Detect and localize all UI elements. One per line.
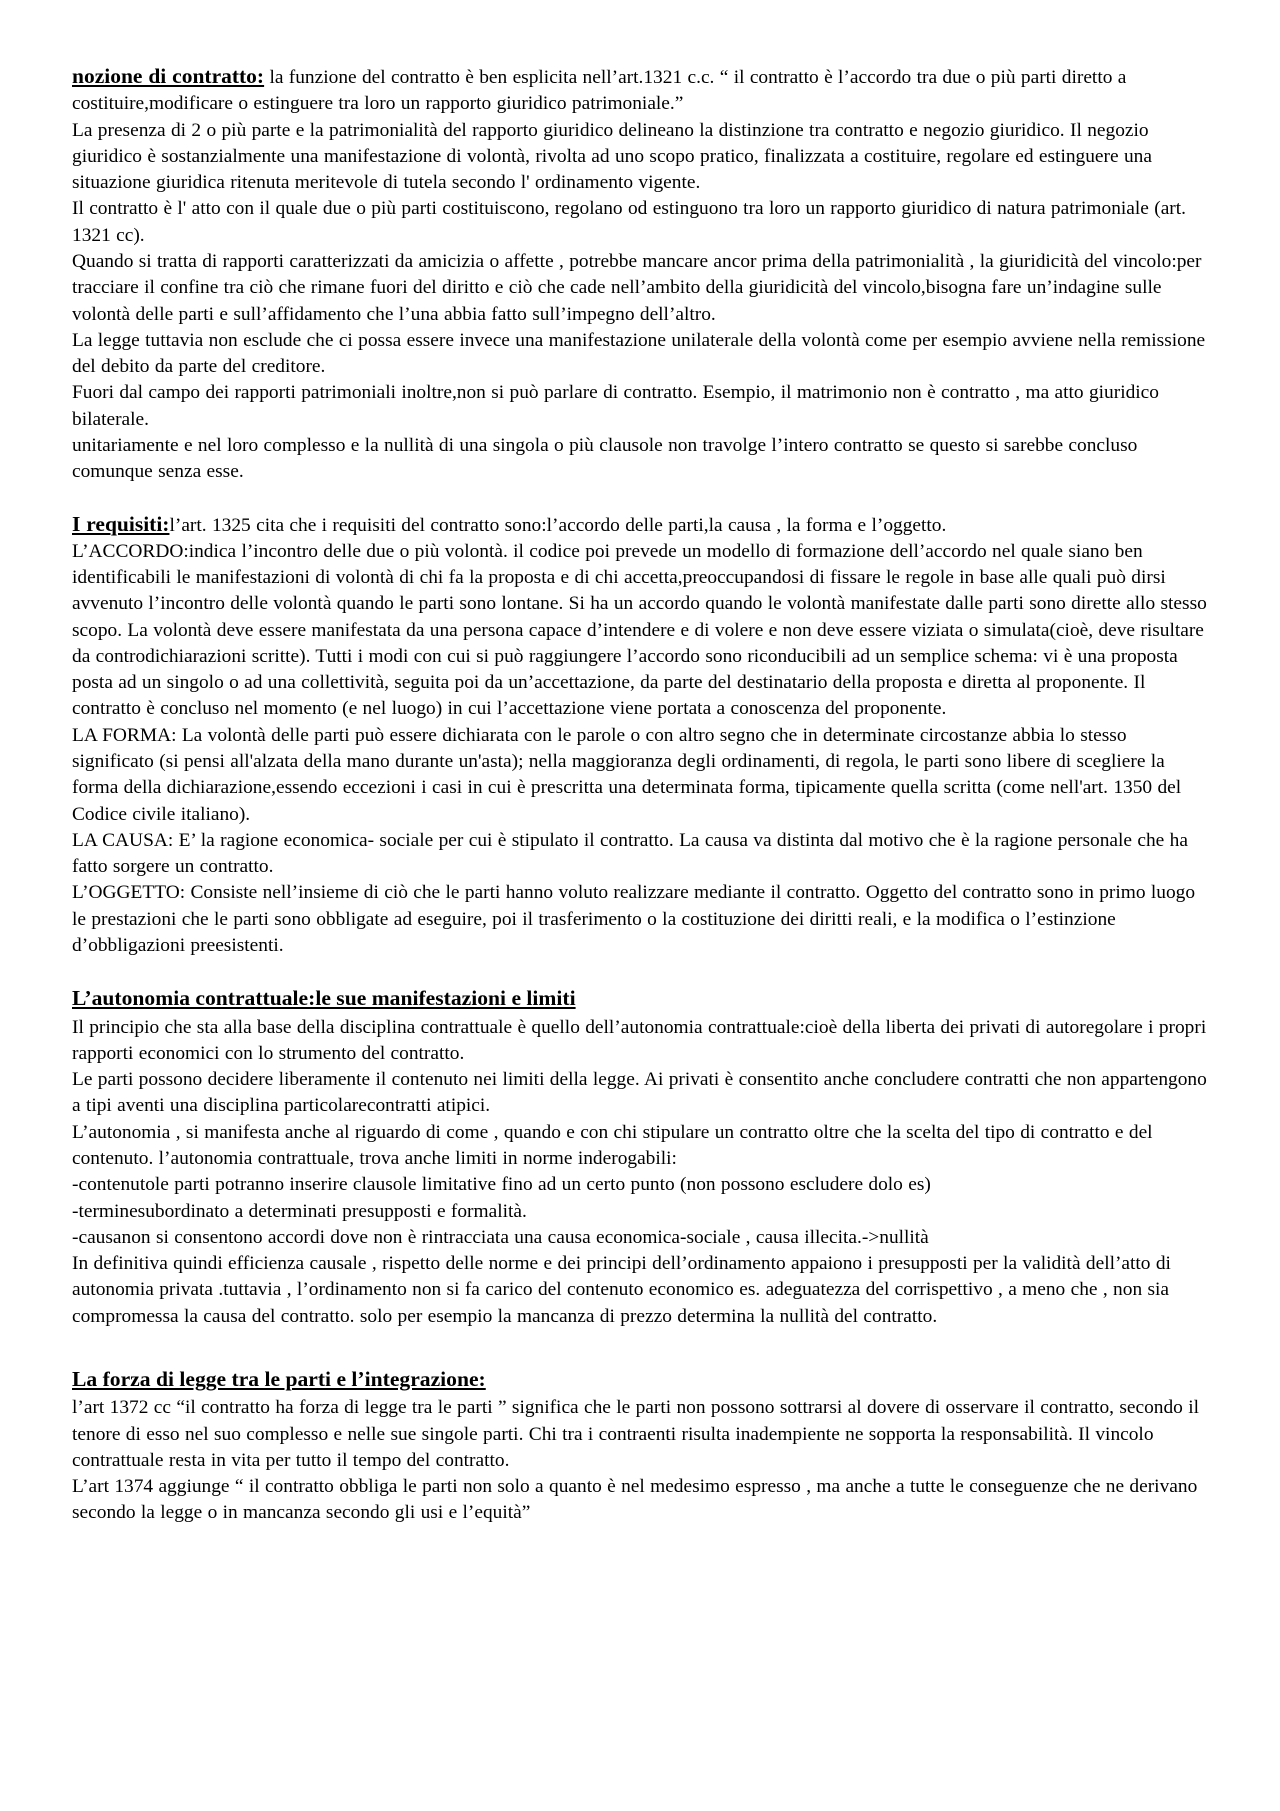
section-spacer <box>72 486 1208 510</box>
paragraph: Fuori dal campo dei rapporti patrimoniali inoltre,non si può parlare di contratto. Esempio, il matrimonio non è contratto , ma atto giuridico bilaterale. <box>72 382 1159 430</box>
paragraph: La presenza di 2 o più parte e la patrimonialità del rapporto giuridico delineano la distinzione tra contratto e negozio giuridico. Il negozio giuridico è sostanzialmente una manifestazione di volontà, rivolta ad uno scopo pratico, finalizzata a costituire, regolare ed estinguere una situazione giuridica ritenuta meritevole di tutela secondo l' ordinamento vigente. <box>72 119 1152 194</box>
section-heading-forza-di-legge: La forza di legge tra le parti e l’integrazione: <box>72 1366 486 1391</box>
section-intro-text: l’art. 1325 cita che i requisiti del contratto sono:l’accordo delle parti,la causa , la forma e l’oggetto. <box>169 514 947 536</box>
section-nozione-di-contratto <box>72 62 1208 486</box>
section-spacer <box>72 1330 1208 1364</box>
section-intro-paragraph <box>72 510 1208 539</box>
paragraph: Quando si tratta di rapporti caratterizzati da amicizia o affette , potrebbe mancare ancor prima della patrimonialità , la giuridicità del vincolo:per tracciare il confine tra ciò che rimane fuori del diritto e ciò che cade nell’ambito della giuridicità del vincolo,bisogna fare un’indagine sulle volontà delle parti e sull’affidamento che l’una abbia fatto sull’impegno dell’altro. <box>72 250 1202 325</box>
section-autonomia-contrattuale <box>72 983 1208 1330</box>
paragraph: Le parti possono decidere liberamente il contenuto nei limiti della legge. Ai privati è consentito anche concludere contratti che non appartengono a tipi aventi una disciplina particolarecontratti atipici. <box>72 1069 1207 1117</box>
paragraph: LA CAUSA: E’ la ragione economica- sociale per cui è stipulato il contratto. La causa va distinta dal motivo che è la ragione personale che ha fatto sorgere un contratto. <box>72 829 1188 878</box>
paragraph: unitariamente e nel loro complesso e la nullità di una singola o più clausole non travolge l’intero contratto se questo si sarebbe concluso comunque senza esse. <box>72 434 1138 483</box>
section-forza-di-legge <box>72 1364 1208 1527</box>
paragraph: L’art 1374 aggiunge “ il contratto obbliga le parti non solo a quanto è nel medesimo espresso , ma anche a tutte le conseguenze che ne derivano secondo la legge o in mancanza secondo gli usi e l’equità” <box>72 1476 1198 1524</box>
paragraph: La legge tuttavia non esclude che ci possa essere invece una manifestazione unilaterale della volontà come per esempio avviene nella remissione del debito da parte del creditore. <box>72 329 1206 378</box>
section-i-requisiti <box>72 510 1208 960</box>
paragraph: LA FORMA: La volontà delle parti può essere dichiarata con le parole o con altro segno che in determinate circostanze abbia lo stesso significato (si pensi all'alzata della mano durante un'asta); nella maggioranza degli ordinamenti, di regola, le parti sono libere di scegliere la forma della dichiarazione,essendo eccezioni i casi in cui è prescritta una determinata forma, tipicamente quella scritta (come nell'art. 1350 del Codice civile italiano). <box>72 724 1182 825</box>
paragraph: l’art 1372 cc “il contratto ha forza di legge tra le parti ” significa che le parti non possono sottrarsi al dovere di osservare il contratto, secondo il tenore di esso nel suo complesso e nelle sue singole parti. Chi tra i contraenti risulta inadempiente ne sopporta la responsabilità. Il vincolo contrattuale resta in vita per tutto il tempo del contratto. <box>72 1397 1199 1471</box>
section-heading-autonomia: L’autonomia contrattuale:le sue manifestazioni e limiti <box>72 986 576 1011</box>
paragraph: L’OGGETTO: Consiste nell’insieme di ciò che le parti hanno voluto realizzare mediante il contratto. Oggetto del contratto sono in primo luogo le prestazioni che le parti sono obbligate ad eseguire, poi il trasferimento o la costituzione dei diritti reali, e la modifica o l’estinzione d’obbligazioni preesistenti. <box>72 882 1196 956</box>
paragraph: L’autonomia , si manifesta anche al riguardo di come , quando e con chi stipulare un contratto oltre che la scelta del tipo di contratto e del contenuto. l’autonomia contrattuale, trova anche limiti in norme inderogabili: <box>72 1121 1153 1169</box>
paragraph: Il contratto è l' atto con il quale due o più parti costituiscono, regolano od estinguono tra loro un rapporto giuridico di natura patrimoniale (art. 1321 cc). <box>72 198 1186 246</box>
section-spacer <box>72 959 1208 983</box>
section-intro-paragraph <box>72 62 1208 118</box>
paragraph: -terminesubordinato a determinati presupposti e formalità. <box>72 1200 527 1222</box>
section-heading-requisiti: I requisiti: <box>72 511 170 536</box>
paragraph: In definitiva quindi efficienza causale , rispetto delle norme e dei principi dell’ordinamento appaiono i presupposti per la validità dell’atto di autonomia privata .tuttavia , l’ordinamento non si fa carico del contenuto economico es. adeguatezza del corrispettivo , a meno che , non sia compromessa la causa del contratto. solo per esempio la mancanza di prezzo determina la nullità del contratto. <box>72 1253 1171 1327</box>
section-intro-text: la funzione del contratto è ben esplicita nell’art.1321 c.c. “ il contratto è l’accordo tra due o più parti diretto a costituire,modificare o estinguere tra loro un rapporto giuridico patrimoniale.” <box>72 67 1127 115</box>
paragraph: -contenutole parti potranno inserire clausole limitative fino ad un certo punto (non possono escludere dolo es) <box>72 1174 931 1196</box>
section-heading-nozione: nozione di contratto: <box>72 64 265 88</box>
paragraph: -causanon si consentono accordi dove non è rintracciata una causa economica-sociale , causa illecita.->nullità <box>72 1226 929 1248</box>
paragraph: L’ACCORDO:indica l’incontro delle due o più volontà. il codice poi prevede un modello di formazione dell’accordo nel quale siano ben identificabili le manifestazioni di volontà di chi fa la proposta e di chi accetta,preoccupandosi di fissare le regole in base alle quali può dirsi avvenuto l’incontro delle volontà quando le parti sono lontane. Si ha un accordo quando le volontà manifestate dalle parti sono dirette allo stesso scopo. La volontà deve essere manifestata da una persona capace d’intendere e di volere e non deve essere viziata o simulata(cioè, deve risultare da controdichiarazioni scritte). Tutti i modi con cui si può raggiungere l’accordo sono riconducibili ad un semplice schema: vi è una proposta posta ad un singolo o ad una collettività, seguita poi da un’accettazione, da parte del destinatario della proposta e diretta al proponente. Il contratto è concluso nel momento (e nel luogo) in cui l’accettazione viene portata a conoscenza del proponente. <box>72 540 1207 720</box>
paragraph: Il principio che sta alla base della disciplina contrattuale è quello dell’autonomia contrattuale:cioè della liberta dei privati di autoregolare i propri rapporti economici con lo strumento del contratto. <box>72 1016 1207 1064</box>
